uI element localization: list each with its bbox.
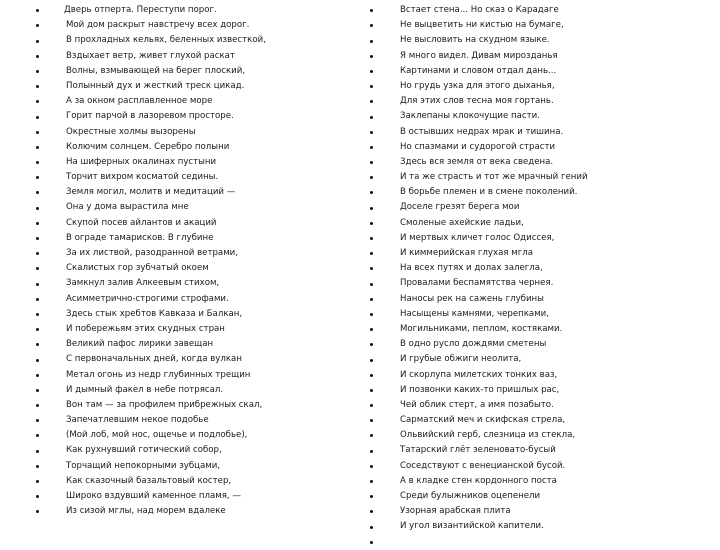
poem-line: В одно русло дождями сметены bbox=[400, 339, 547, 350]
bullet-icon bbox=[36, 404, 39, 407]
poem-line: На всех путях и долах залегла, bbox=[400, 263, 543, 274]
bullet-icon bbox=[36, 465, 39, 468]
list-item bbox=[370, 504, 690, 519]
list-item bbox=[370, 33, 690, 48]
bullet-icon bbox=[36, 419, 39, 422]
list-item bbox=[36, 368, 336, 383]
poem-line: Как сказочный базальтовый костер, bbox=[66, 475, 232, 486]
list-item bbox=[36, 200, 336, 215]
list-item bbox=[370, 337, 690, 352]
list-item bbox=[370, 170, 690, 185]
bullet-icon bbox=[370, 9, 373, 12]
poem-line: И дымный факел в небе потрясал. bbox=[66, 384, 224, 395]
list-item bbox=[370, 489, 690, 504]
bullet-icon bbox=[36, 495, 39, 498]
list-item bbox=[36, 276, 336, 291]
poem-line: Метал огонь из недр глубинных трещин bbox=[66, 369, 251, 380]
poem-line: Горит парчой в лазоревом просторе. bbox=[66, 111, 234, 122]
poem-line: Картинами и словом отдал дань... bbox=[400, 65, 557, 76]
poem-line: Смоленые ахейские ладьи, bbox=[400, 217, 524, 228]
bullet-icon bbox=[36, 100, 39, 103]
bullet-icon bbox=[36, 450, 39, 453]
list-item bbox=[370, 140, 690, 155]
poem-line: Для этих слов тесна моя гортань. bbox=[400, 96, 554, 107]
list-item bbox=[36, 3, 336, 18]
poem-line: Провалами беспамятства чернея. bbox=[400, 278, 554, 289]
bullet-icon bbox=[36, 146, 39, 149]
list-item bbox=[370, 109, 690, 124]
bullet-icon bbox=[36, 267, 39, 270]
poem-line: И угол византийской капители. bbox=[400, 521, 544, 532]
bullet-icon bbox=[370, 207, 373, 210]
poem-line: Встает стена... Но сказ о Карадаге bbox=[400, 5, 559, 15]
list-item bbox=[370, 459, 690, 474]
poem-line: И позвонки каких-то пришлых рас, bbox=[400, 384, 560, 395]
bullet-icon bbox=[370, 465, 373, 468]
poem-line: Земля могил, молитв и медитаций — bbox=[66, 187, 236, 198]
list-item bbox=[36, 474, 336, 489]
bullet-icon bbox=[36, 510, 39, 513]
list-item bbox=[36, 64, 336, 79]
bullet-icon bbox=[36, 222, 39, 225]
list-item bbox=[370, 428, 690, 443]
list-item bbox=[370, 307, 690, 322]
list-item bbox=[370, 368, 690, 383]
poem-line: На шиферных окалинах пустыни bbox=[66, 156, 217, 167]
list-item bbox=[370, 79, 690, 94]
poem-line: Узорная арабская плита bbox=[400, 506, 511, 517]
poem-line: Заклепаны клокочущие пасти. bbox=[400, 111, 540, 122]
list-item bbox=[36, 398, 336, 413]
poem-line: Широко вздувший каменное пламя, — bbox=[66, 491, 241, 501]
list-item bbox=[36, 140, 336, 155]
poem-line: Чей облик стерт, а имя позабыто. bbox=[400, 399, 554, 410]
list-item bbox=[36, 352, 336, 367]
poem-line: Я много видел. Дивам мирозданья bbox=[400, 50, 558, 61]
list-item bbox=[36, 18, 336, 33]
bullet-icon bbox=[370, 252, 373, 255]
list-item bbox=[36, 94, 336, 109]
list-item bbox=[370, 246, 690, 261]
bullet-icon bbox=[370, 419, 373, 422]
poem-line: С первоначальных дней, когда вулкан bbox=[66, 354, 242, 365]
poem-line: И та же страсть и тот же мрачный гений bbox=[400, 172, 588, 183]
poem-line: Скупой посев айлантов и акаций bbox=[66, 217, 217, 228]
bullet-icon bbox=[370, 374, 373, 377]
list-item bbox=[370, 535, 690, 550]
poem-line: Но грудь узка для этого дыханья, bbox=[400, 80, 555, 91]
poem-line: Скалистых гор зубчатый окоем bbox=[66, 263, 209, 274]
bullet-icon bbox=[370, 510, 373, 513]
list-item bbox=[370, 49, 690, 64]
poem-line: Волны, взмывающей на берег плоский, bbox=[66, 65, 246, 76]
bullet-icon bbox=[370, 237, 373, 240]
bullet-icon bbox=[370, 100, 373, 103]
bullet-icon bbox=[370, 70, 373, 73]
bullet-icon bbox=[370, 222, 373, 225]
poem-line: В ограде тамарисков. В глубине bbox=[66, 232, 214, 243]
list-item bbox=[36, 49, 336, 64]
list-item bbox=[370, 322, 690, 337]
bullet-icon bbox=[370, 541, 373, 544]
bullet-icon bbox=[370, 146, 373, 149]
poem-line: В остывших недрах мрак и тишина. bbox=[400, 126, 564, 137]
bullet-icon bbox=[370, 298, 373, 301]
bullet-icon bbox=[36, 176, 39, 179]
list-item bbox=[36, 79, 336, 94]
list-item bbox=[370, 200, 690, 215]
list-item bbox=[36, 337, 336, 352]
list-item bbox=[36, 216, 336, 231]
list-item bbox=[370, 276, 690, 291]
bullet-icon bbox=[370, 450, 373, 453]
list-item bbox=[370, 261, 690, 276]
poem-line: Полынный дух и жесткий треск цикад. bbox=[66, 80, 245, 91]
list-item bbox=[370, 185, 690, 200]
bullet-icon bbox=[370, 343, 373, 346]
poem-line: Насыщены камнями, черепками, bbox=[400, 308, 549, 319]
bullet-icon bbox=[370, 267, 373, 270]
bullet-icon bbox=[370, 116, 373, 119]
poem-line: Доселе грезят берега мои bbox=[400, 202, 520, 213]
list-item bbox=[36, 155, 336, 170]
bullet-icon bbox=[370, 495, 373, 498]
bullet-icon bbox=[370, 313, 373, 316]
list-item bbox=[36, 33, 336, 48]
poem-line: Как рухнувший готический собор, bbox=[66, 445, 222, 456]
list-item bbox=[36, 443, 336, 458]
bullet-icon bbox=[36, 359, 39, 362]
list-item bbox=[370, 443, 690, 458]
list-item bbox=[36, 170, 336, 185]
bullet-icon bbox=[36, 237, 39, 240]
bullet-icon bbox=[36, 298, 39, 301]
poem-line: Асимметрично-строгими строфами. bbox=[66, 293, 229, 304]
bullet-icon bbox=[36, 480, 39, 483]
bullet-icon bbox=[370, 161, 373, 164]
poem-line: А в кладке стен кордонного поста bbox=[400, 475, 557, 486]
bullet-icon bbox=[36, 191, 39, 194]
bullet-icon bbox=[36, 252, 39, 255]
poem-line: И побережьям этих скудных стран bbox=[66, 323, 225, 334]
bullet-icon bbox=[36, 24, 39, 27]
bullet-icon bbox=[36, 9, 39, 12]
bullet-icon bbox=[36, 161, 39, 164]
poem-line: Вон там — за профилем прибрежных скал, bbox=[66, 399, 263, 410]
poem-line: Сарматский меч и скифская стрела, bbox=[400, 415, 566, 426]
bullet-icon bbox=[36, 434, 39, 437]
list-item bbox=[36, 428, 336, 443]
poem-line: В прохладных кельях, беленных известкой, bbox=[66, 35, 266, 46]
list-item bbox=[36, 383, 336, 398]
bullet-icon bbox=[36, 313, 39, 316]
list-item bbox=[36, 292, 336, 307]
bullet-icon bbox=[370, 328, 373, 331]
poem-line: Запечатлевшим некое подобье bbox=[66, 415, 209, 426]
bullet-icon bbox=[370, 389, 373, 392]
bullet-icon bbox=[36, 85, 39, 88]
poem-line: Она у дома вырастила мне bbox=[66, 202, 189, 213]
poem-line: Торчит вихром косматой седины. bbox=[66, 172, 219, 183]
bullet-icon bbox=[36, 328, 39, 331]
list-item bbox=[370, 94, 690, 109]
poem-line: Не выцветить ни кистью на бумаге, bbox=[400, 20, 564, 31]
bullet-icon bbox=[36, 40, 39, 43]
bullet-icon bbox=[370, 404, 373, 407]
poem-line: Татарский глёт зеленовато-бусый bbox=[400, 445, 556, 456]
list-item bbox=[370, 413, 690, 428]
poem-line: Из сизой мглы, над морем вдалеке bbox=[66, 506, 226, 517]
poem-line: Но спазмами и судорогой страсти bbox=[400, 141, 556, 152]
list-item bbox=[370, 352, 690, 367]
bullet-icon bbox=[36, 55, 39, 58]
list-item bbox=[36, 489, 336, 504]
bullet-icon bbox=[370, 359, 373, 362]
bullet-icon bbox=[36, 343, 39, 346]
list-item bbox=[370, 383, 690, 398]
bullet-icon bbox=[370, 191, 373, 194]
bullet-icon bbox=[370, 434, 373, 437]
bullet-icon bbox=[370, 283, 373, 286]
bullet-icon bbox=[36, 116, 39, 119]
list-item bbox=[36, 459, 336, 474]
left-poem-column bbox=[36, 3, 336, 519]
poem-line: Не высловить на скудном языке. bbox=[400, 35, 550, 46]
list-item bbox=[370, 398, 690, 413]
bullet-icon bbox=[36, 131, 39, 134]
list-item bbox=[370, 292, 690, 307]
poem-line: А за окном расплавленное море bbox=[66, 96, 213, 107]
bullet-icon bbox=[36, 207, 39, 210]
poem-line: Ольвийский герб, слезница из стекла, bbox=[400, 430, 576, 441]
list-item bbox=[36, 322, 336, 337]
poem-line: Дверь отперта. Переступи порог. bbox=[64, 5, 217, 15]
poem-line: И мертвых кличет голос Одиссея, bbox=[400, 232, 555, 243]
poem-line: Замкнул залив Алкеевым стихом, bbox=[66, 278, 220, 289]
list-item bbox=[370, 155, 690, 170]
bullet-icon bbox=[370, 24, 373, 27]
poem-line: Торчащий непокорными зубцами, bbox=[66, 460, 221, 471]
list-item bbox=[370, 474, 690, 489]
list-item bbox=[36, 413, 336, 428]
bullet-icon bbox=[370, 480, 373, 483]
bullet-icon bbox=[370, 85, 373, 88]
bullet-icon bbox=[370, 131, 373, 134]
bullet-icon bbox=[370, 55, 373, 58]
list-item bbox=[370, 18, 690, 33]
poem-line: За их листвой, разодранной ветрами, bbox=[66, 248, 238, 258]
list-item bbox=[36, 185, 336, 200]
list-item bbox=[370, 125, 690, 140]
poem-line: Колючим солнцем. Серебро полыни bbox=[66, 141, 230, 152]
bullet-icon bbox=[370, 526, 373, 529]
list-item bbox=[36, 125, 336, 140]
bullet-icon bbox=[36, 374, 39, 377]
list-item bbox=[370, 231, 690, 246]
bullet-icon bbox=[370, 176, 373, 179]
poem-line: Здесь вся земля от века сведена. bbox=[400, 156, 554, 167]
list-item bbox=[36, 504, 336, 519]
poem-line: Великий пафос лирики завещан bbox=[66, 339, 214, 350]
poem-line: В борьбе племен и в смене поколений. bbox=[400, 187, 578, 198]
poem-line: Соседствуют с венецианской бусой. bbox=[400, 460, 566, 471]
list-item bbox=[370, 519, 690, 534]
list-item bbox=[370, 64, 690, 79]
poem-line: И грубые обжиги неолита, bbox=[400, 354, 522, 365]
right-poem-column bbox=[370, 3, 690, 550]
list-item bbox=[36, 231, 336, 246]
poem-line: Вздыхает ветр, живет глухой раскат bbox=[66, 50, 235, 61]
poem-line: Среди булыжников оцепенели bbox=[400, 491, 541, 501]
list-item bbox=[36, 307, 336, 322]
poem-line: Окрестные холмы вызорены bbox=[66, 126, 196, 137]
bullet-icon bbox=[370, 40, 373, 43]
poem-line: Здесь стык хребтов Кавказа и Балкан, bbox=[66, 308, 243, 319]
poem-line: Мой дом раскрыт навстречу всех дорог. bbox=[66, 20, 250, 31]
bullet-icon bbox=[36, 389, 39, 392]
poem-line: И скорлупа милетских тонких ваз, bbox=[400, 369, 558, 380]
list-item bbox=[370, 216, 690, 231]
list-item bbox=[36, 246, 336, 261]
list-item bbox=[36, 261, 336, 276]
poem-line: Наносы рек на сажень глубины bbox=[400, 293, 544, 304]
bullet-icon bbox=[36, 70, 39, 73]
poem-line: И киммерийская глухая мгла bbox=[400, 248, 534, 258]
poem-line: Могильниками, пеплом, костяками. bbox=[400, 323, 563, 334]
poem-line: (Мой лоб, мой нос, ощечье и подлобье), bbox=[66, 430, 248, 441]
bullet-icon bbox=[36, 283, 39, 286]
list-item bbox=[36, 109, 336, 124]
list-item bbox=[370, 3, 690, 18]
